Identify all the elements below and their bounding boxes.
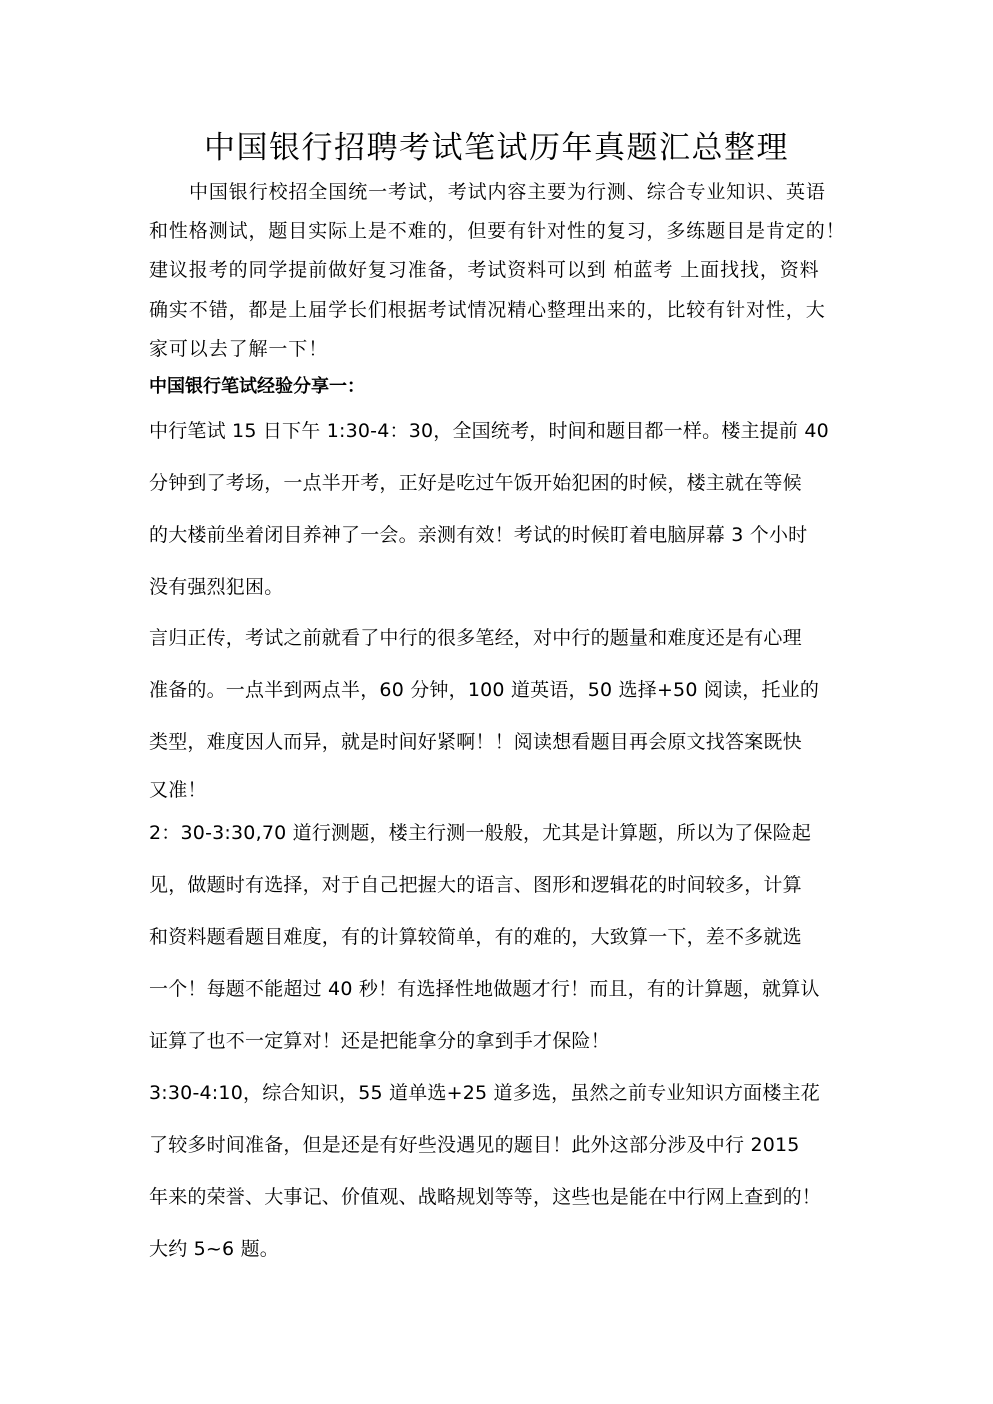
body-line: 分钟到了考场，一点半开考，正好是吃过午饭开始犯困的时候，楼主就在等候 [149, 472, 802, 494]
body-line: 又准！ [149, 779, 207, 801]
body-line: 了较多时间准备，但是还是有好些没遇见的题目！此外这部分涉及中行 2015 [149, 1134, 800, 1156]
body-line: 2：30-3:30,70 道行测题，楼主行测一般般，尤其是计算题，所以为了保险起 [149, 822, 812, 844]
section-heading: 中国银行笔试经验分享一： [149, 376, 365, 397]
body-line: 证算了也不一定算对！还是把能拿分的拿到手才保险！ [149, 1030, 610, 1052]
intro-line: 中国银行校招全国统一考试，考试内容主要为行测、综合专业知识、英语 [189, 181, 826, 203]
body-line: 没有强烈犯困。 [149, 576, 284, 598]
body-line: 3:30-4:10，综合知识，55 道单选+25 道多选，虽然之前专业知识方面楼主花 [149, 1082, 820, 1104]
body-line: 言归正传，考试之前就看了中行的很多笔经，对中行的题量和难度还是有心理 [149, 627, 802, 649]
body-line: 准备的。一点半到两点半，60 分钟，100 道英语，50 选择+50 阅读，托业的 [149, 679, 820, 701]
body-line: 大约 5~6 题。 [149, 1238, 279, 1260]
intro-line: 和性格测试，题目实际上是不难的，但要有针对性的复习，多练题目是肯定的！ [149, 220, 846, 242]
body-line: 见，做题时有选择，对于自己把握大的语言、图形和逻辑花的时间较多，计算 [149, 874, 802, 896]
body-line: 一个！每题不能超过 40 秒！有选择性地做题才行！而且，有的计算题，就算认 [149, 978, 820, 1000]
document-title: 中国银行招聘考试笔试历年真题汇总整理 [204, 130, 789, 166]
body-line: 和资料题看题目难度，有的计算较简单，有的难的，大致算一下，差不多就选 [149, 926, 802, 948]
body-line: 中行笔试 15 日下午 1:30-4：30，全国统考，时间和题目都一样。楼主提前 40 [149, 420, 829, 442]
body-line: 类型，难度因人而异，就是时间好紧啊！！阅读想看题目再会原文找答案既快 [149, 731, 802, 753]
intro-line: 确实不错，都是上届学长们根据考试情况精心整理出来的，比较有针对性，大 [149, 299, 826, 321]
body-line: 的大楼前坐着闭目养神了一会。亲测有效！考试的时候盯着电脑屏幕 3 个小时 [149, 524, 808, 546]
intro-line: 建议报考的同学提前做好复习准备，考试资料可以到 柏蓝考 上面找找，资料 [149, 259, 820, 281]
body-line: 年来的荣誉、大事记、价值观、战略规划等等，这些也是能在中行网上查到的！ [149, 1186, 822, 1208]
intro-line: 家可以去了解一下！ [149, 338, 329, 360]
